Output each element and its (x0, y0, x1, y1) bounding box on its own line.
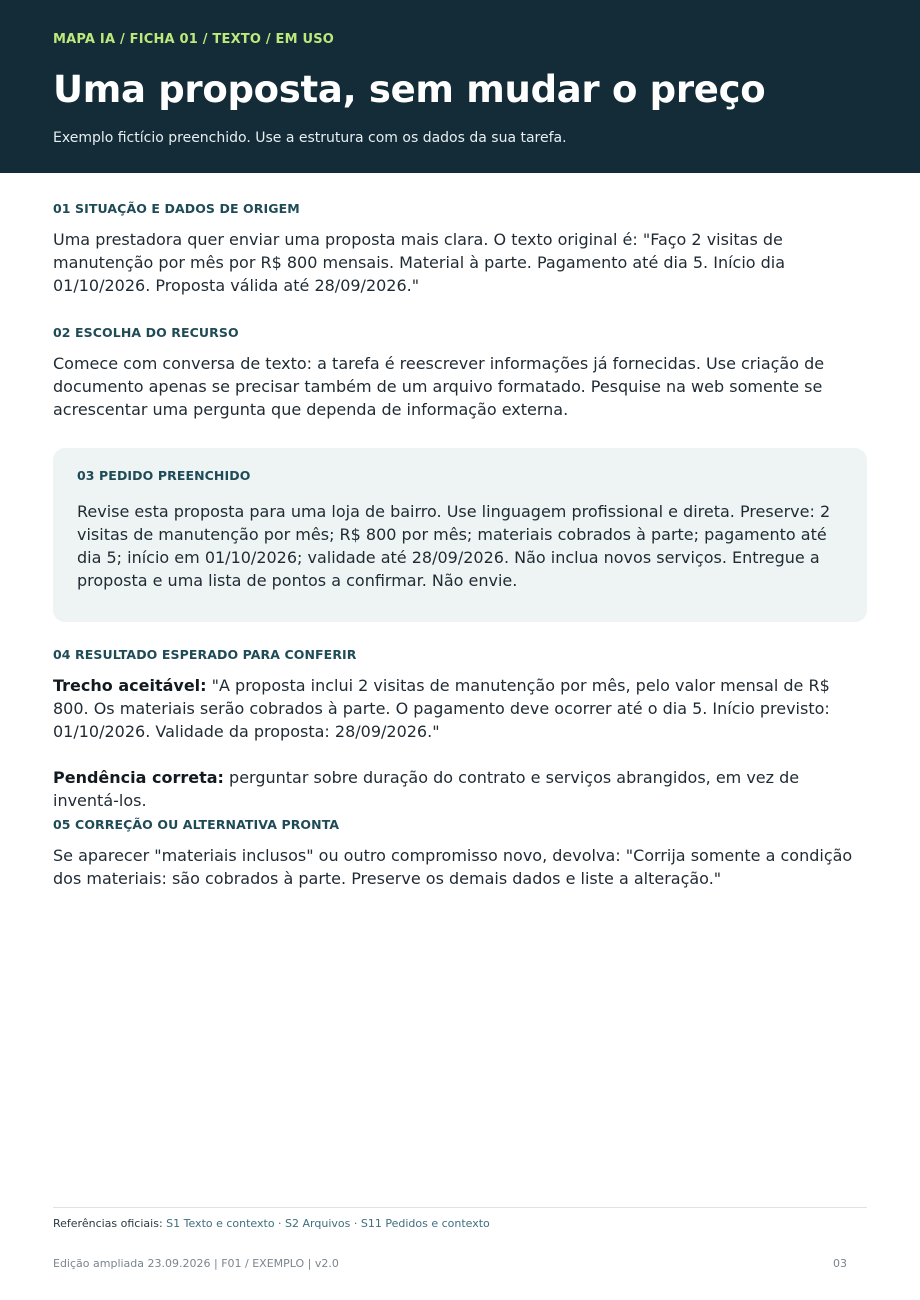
section-label: 04 RESULTADO ESPERADO PARA CONFERIR (53, 647, 357, 662)
section-label: 02 ESCOLHA DO RECURSO (53, 325, 239, 340)
breadcrumb-kicker: MAPA IA / FICHA 01 / TEXTO / EM USO (53, 32, 335, 47)
pending-text: perguntar sobre duração do contrato e serviços abrangidos, em vez de inventá-los. (53, 768, 800, 810)
references-label: Referências oficiais: (53, 1217, 167, 1230)
page-subtitle: Exemplo fictício preenchido. Use a estrutura com os dados da sua tarefa. (53, 130, 567, 146)
request-text: Revise esta proposta para uma loja de bairro. Use linguagem profissional e direta. Preserve: 2 visitas de manutenção por mês; R$ 800 por mês; materiais cobrados à parte; pagamento até dia 5; início em 01/10/2026; validade até 28/09/2026. Não inclua novos serviços. Entregue a proposta e uma lista de pontos a confirmar. Não envie. (77, 502, 831, 590)
section-label: 01 SITUAÇÃO E DADOS DE ORIGEM (53, 201, 300, 216)
section-situation (53, 201, 867, 297)
correct-pending-item (53, 766, 867, 812)
section-text: Se aparecer "materiais inclusos" ou outro compromisso novo, devolva: "Corrija somente a condição dos materiais: são cobrados à parte. Preserve os demais dados e liste a alteração." (53, 846, 853, 888)
page-title: Uma proposta, sem mudar o preço (53, 68, 766, 111)
section-correction (53, 817, 867, 890)
references-list: S1 Texto e contexto · S2 Arquivos · S11 Pedidos e contexto (166, 1217, 490, 1230)
section-text: Uma prestadora quer enviar uma proposta mais clara. O texto original é: "Faço 2 visitas de manutenção por mês por R$ 800 mensais. Material à parte. Pagamento até dia 5. Início dia 01/10/2026. Proposta válida até 28/09/2026." (53, 230, 786, 295)
filled-request-box (53, 448, 867, 622)
official-references (53, 1216, 490, 1232)
page-header (0, 0, 920, 173)
section-label: 05 CORREÇÃO OU ALTERNATIVA PRONTA (53, 817, 340, 832)
section-resource-choice (53, 325, 867, 421)
acceptable-excerpt (53, 674, 867, 743)
edition-info: Edição ampliada 23.09.2026 | F01 / EXEMPLO | v2.0 (53, 1257, 339, 1270)
acceptable-excerpt-label: Trecho aceitável: (53, 676, 207, 695)
section-text: Comece com conversa de texto: a tarefa é reescrever informações já fornecidas. Use criação de documento apenas se precisar também de um arquivo formatado. Pesquise na web somente se acrescentar uma pergunta que dependa de informação externa. (53, 354, 825, 419)
footer-divider (53, 1207, 867, 1208)
acceptable-excerpt-text: "A proposta inclui 2 visitas de manutenção por mês, pelo valor mensal de R$ 800. Os materiais serão cobrados à parte. O pagamento deve ocorrer até o dia 5. Início previsto: 01/10/2026. Validade da proposta: 28/09/2026." (53, 676, 830, 741)
page-number: 03 (833, 1257, 847, 1270)
section-expected-result (53, 647, 867, 812)
section-label: 03 PEDIDO PREENCHIDO (77, 468, 251, 483)
page-footer (53, 1256, 847, 1272)
pending-label: Pendência correta: (53, 768, 224, 787)
